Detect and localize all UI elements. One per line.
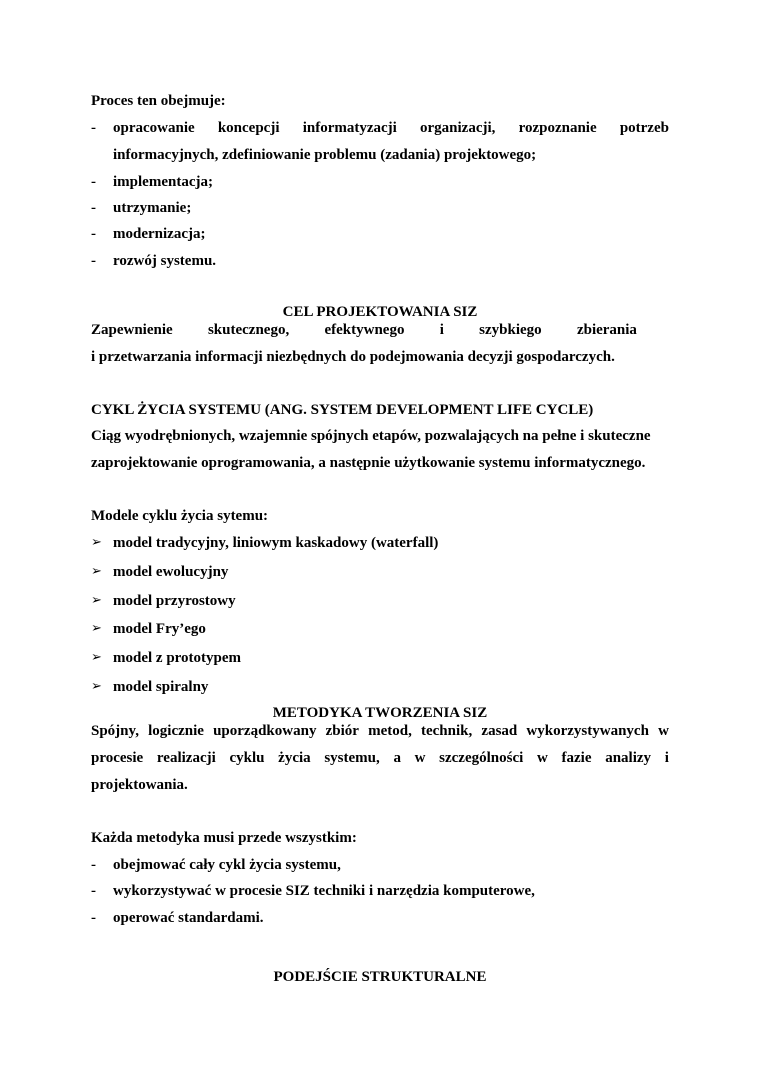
word: opracowanie <box>113 120 195 136</box>
list-item: model tradycyjny, liniowym kaskadowy (waterfall) <box>113 535 439 551</box>
dash-bullet: - <box>91 226 96 242</box>
intro-text: Modele cyklu życia sytemu: <box>91 508 269 524</box>
word: Zapewnienie <box>91 322 173 338</box>
dash-bullet: - <box>91 910 96 926</box>
section-heading: CYKL ŻYCIA SYSTEMU (ANG. SYSTEM DEVELOPMENT LIFE CYCLE) <box>91 402 594 418</box>
intro-text: Proces ten obejmuje: <box>91 93 226 109</box>
arrow-bullet-icon: ➢ <box>91 535 102 550</box>
arrow-bullet-icon: ➢ <box>91 593 102 608</box>
dash-bullet: - <box>91 200 96 216</box>
word: rozpoznanie <box>518 120 597 136</box>
list-item: implementacja; <box>113 174 213 190</box>
word: zbierania <box>576 322 637 338</box>
list-item: model spiralny <box>113 679 209 695</box>
word: technik, <box>421 723 473 739</box>
dash-bullet: - <box>91 857 96 873</box>
list-item-justified <box>113 119 669 137</box>
dash-bullet: - <box>91 120 96 136</box>
word: procesie <box>91 750 144 766</box>
dash-bullet: - <box>91 174 96 190</box>
word: cyklu <box>229 750 265 766</box>
list-item: modernizacja; <box>113 226 206 242</box>
word: analizy <box>605 750 652 766</box>
word: systemu, <box>324 750 380 766</box>
word: realizacji <box>156 750 216 766</box>
dash-bullet: - <box>91 253 96 269</box>
list-item-continuation: informacyjnych, zdefiniowanie problemu (zadania) projektowego; <box>113 147 537 163</box>
word: wykorzystywanych <box>526 723 649 739</box>
dash-bullet: - <box>91 883 96 899</box>
list-item: model ewolucyjny <box>113 564 229 580</box>
paragraph-line: zaprojektowanie oprogramowania, a następnie użytkowanie systemu informatycznego. <box>91 455 646 471</box>
word: fazie <box>561 750 592 766</box>
word: życia <box>278 750 311 766</box>
section-heading: PODEJŚCIE STRUKTURALNE <box>273 969 487 985</box>
justified-line <box>91 749 669 767</box>
list-item: obejmować cały cykl życia systemu, <box>113 857 341 873</box>
word: w <box>414 750 426 766</box>
word: szybkiego <box>479 322 542 338</box>
justified-line <box>91 321 637 339</box>
word: informatyzacji <box>302 120 397 136</box>
list-item: operować standardami. <box>113 910 264 926</box>
intro-text: Każda metodyka musi przede wszystkim: <box>91 830 357 846</box>
justified-line <box>91 722 669 740</box>
arrow-bullet-icon: ➢ <box>91 679 102 694</box>
arrow-bullet-icon: ➢ <box>91 621 102 636</box>
word: uporządkowany <box>213 723 317 739</box>
word: a <box>393 750 401 766</box>
list-item: rozwój systemu. <box>113 253 217 269</box>
word: logicznie <box>148 723 204 739</box>
paragraph-line: projektowania. <box>91 777 188 793</box>
list-item: model przyrostowy <box>113 593 236 609</box>
word: Spójny, <box>91 723 139 739</box>
arrow-bullet-icon: ➢ <box>91 564 102 579</box>
word: w <box>658 723 669 739</box>
word: koncepcji <box>217 120 280 136</box>
list-item: model Fry’ego <box>113 621 206 637</box>
word: metod, <box>368 723 412 739</box>
list-item: wykorzystywać w procesie SIZ techniki i narzędzia komputerowe, <box>113 883 535 899</box>
section-heading: METODYKA TWORZENIA SIZ <box>272 705 488 721</box>
word: skutecznego, <box>207 322 290 338</box>
word: potrzeb <box>619 120 669 136</box>
word: efektywnego <box>324 322 405 338</box>
paragraph-line: Ciąg wyodrębnionych, wzajemnie spójnych etapów, pozwalających na pełne i skuteczne <box>91 428 651 444</box>
word: szczególności <box>439 750 524 766</box>
word: zbiór <box>325 723 359 739</box>
list-item: utrzymanie; <box>113 200 192 216</box>
paragraph-line: i przetwarzania informacji niezbędnych do podejmowania decyzji gospodarczych. <box>91 349 615 365</box>
word: w <box>536 750 548 766</box>
list-item: model z prototypem <box>113 650 242 666</box>
word: i <box>664 750 669 766</box>
word: organizacji, <box>420 120 496 136</box>
arrow-bullet-icon: ➢ <box>91 650 102 665</box>
word: i <box>439 322 444 338</box>
section-heading: CEL PROJEKTOWANIA SIZ <box>282 304 478 320</box>
word: zasad <box>481 723 518 739</box>
